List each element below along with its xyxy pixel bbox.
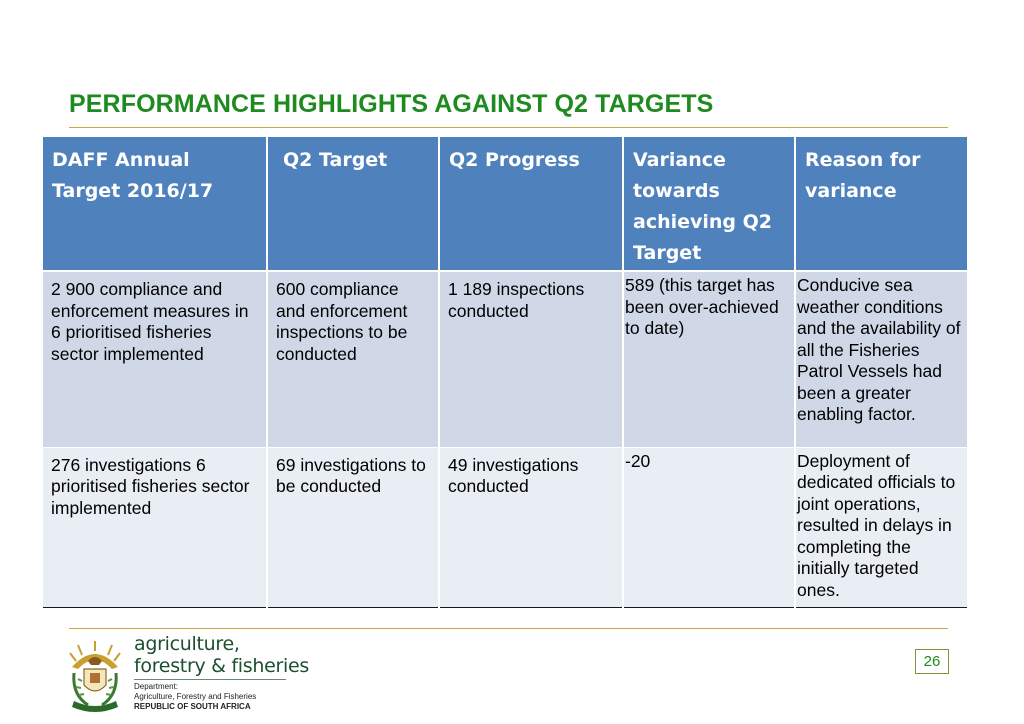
performance-table [43,137,967,608]
cell-q2-target: 600 compliance and enforcement inspections to be conducted [267,271,439,447]
cell-q2-target: 69 investigations to be conducted [267,447,439,607]
brand-divider [134,679,286,680]
header-q2-target: Q2 Target [267,137,439,271]
table-row [43,271,967,447]
brand-name-line-2: forestry & fisheries [134,655,309,677]
slide-title: PERFORMANCE HIGHLIGHTS AGAINST Q2 TARGETS [69,90,714,118]
cell-variance: -20 [623,447,795,607]
cell-q2-progress: 1 189 inspections conducted [439,271,623,447]
page-number: 26 [915,649,949,674]
header-annual-target: DAFF Annual Target 2016/17 [43,137,267,271]
title-divider [69,127,948,128]
table-header-row [43,137,967,271]
header-reason: Reason for variance [795,137,967,271]
cell-annual-target: 2 900 compliance and enforcement measures in 6 prioritised fisheries sector implemented [43,271,267,447]
country-name: REPUBLIC OF SOUTH AFRICA [134,702,251,711]
department-name: Agriculture, Forestry and Fisheries [134,692,257,701]
coat-of-arms-icon [66,639,124,713]
table-row [43,447,967,607]
department-label: Department: [134,682,179,691]
cell-q2-progress: 49 investigations conducted [439,447,623,607]
cell-variance: 589 (this target has been over-achieved to date) [623,271,795,447]
footer-divider [69,628,948,629]
cell-reason: Deployment of dedicated officials to joint operations, resulted in delays in completing the initially targeted ones. [795,447,967,607]
brand-name-line-1: agriculture, [134,633,240,655]
header-q2-progress: Q2 Progress [439,137,623,271]
cell-reason: Conducive sea weather conditions and the availability of all the Fisheries Patrol Vessels had been a greater enabling factor. [795,271,967,447]
cell-annual-target: 276 investigations 6 prioritised fisheries sector implemented [43,447,267,607]
header-variance: Variance towards achieving Q2 Target [623,137,795,271]
